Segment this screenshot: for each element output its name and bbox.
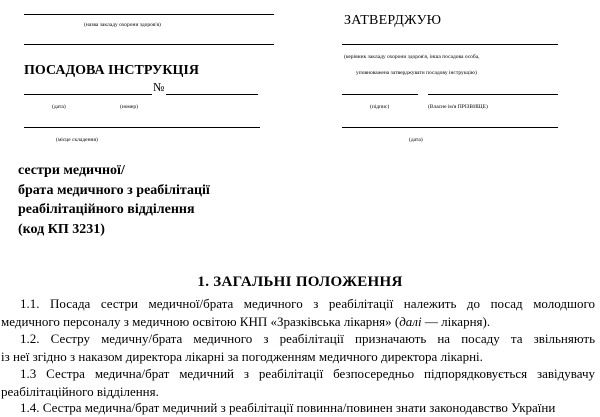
approve-date-caption: (дата)	[409, 137, 423, 143]
position-title-line-3: реабілітаційного відділення	[18, 202, 195, 217]
place-caption: (місце складення)	[56, 137, 98, 143]
paragraph-1-2-line-1: 1.2. Сестру медичну/брата медичного з реабілітації призначають на посаду та звільняють	[20, 331, 595, 346]
head-caption: (керівник закладу охорони здоров'я, інша посадова особа,	[344, 54, 480, 60]
paragraph-1-3-line-2: реабілітаційного відділення.	[1, 383, 159, 399]
paragraph-1-3-line-1: 1.3 Сестра медична/брат медичний з реабілітації безпосередньо підпорядковується завідувачу	[20, 366, 595, 381]
institution-name-line-2	[24, 44, 274, 45]
paragraph-1-4-line: 1.4. Сестра медична/брат медичний з реабілітації повинна/повинен знати законодавство України	[20, 400, 556, 415]
paragraph-1-1-text: медичного персоналу з медичною освітою КНП «Зразківська лікарня» (	[1, 313, 400, 329]
name-caption: (Власне ім'я ПРІЗВИЩЕ)	[428, 104, 488, 110]
number-sign: №	[153, 80, 165, 94]
position-title	[18, 161, 210, 239]
position-title-line-4: (код КП 3231)	[18, 221, 105, 237]
approve-date-line	[342, 127, 558, 128]
paragraph-1-1-tail: — лікарня).	[421, 313, 491, 329]
institution-name-caption: (назва закладу охорони здоров'я)	[84, 22, 161, 28]
date-line	[24, 94, 152, 95]
paragraph-1-4-partial	[1, 399, 595, 415]
position-title-line-1: сестри медичної/	[18, 163, 125, 178]
paragraph-1-1	[1, 295, 595, 330]
name-line	[428, 94, 558, 95]
institution-name-line	[24, 14, 274, 15]
paragraph-1-1-italic: далі	[399, 313, 422, 329]
head-line	[342, 44, 558, 45]
paragraph-1-1-line-2	[1, 313, 595, 331]
head-caption-2: уповноважена затверджувати посадову інструкцію)	[356, 70, 477, 76]
place-line	[24, 127, 260, 128]
paragraph-1-3	[1, 365, 595, 400]
paragraph-1-2	[1, 330, 595, 365]
section-heading: 1. ЗАГАЛЬНІ ПОЛОЖЕННЯ	[197, 274, 403, 290]
signature-line	[342, 94, 418, 95]
signature-caption: (підпис)	[370, 104, 390, 110]
number-caption: (номер)	[120, 104, 138, 110]
paragraph-1-1-line-1: 1.1. Посада сестри медичної/брата медичного з реабілітації належить до посад молодшого	[20, 296, 595, 311]
document-title: ПОСАДОВА ІНСТРУКЦІЯ	[24, 63, 199, 78]
approve-label: ЗАТВЕРДЖУЮ	[344, 13, 442, 28]
date-caption: (дата)	[52, 104, 66, 110]
number-line	[166, 94, 258, 95]
position-title-line-2: брата медичного з реабілітації	[18, 182, 210, 198]
paragraph-1-2-line-2: із неї згідно з наказом директора лікарні за погодженням медичного директора лікарні.	[1, 348, 483, 364]
